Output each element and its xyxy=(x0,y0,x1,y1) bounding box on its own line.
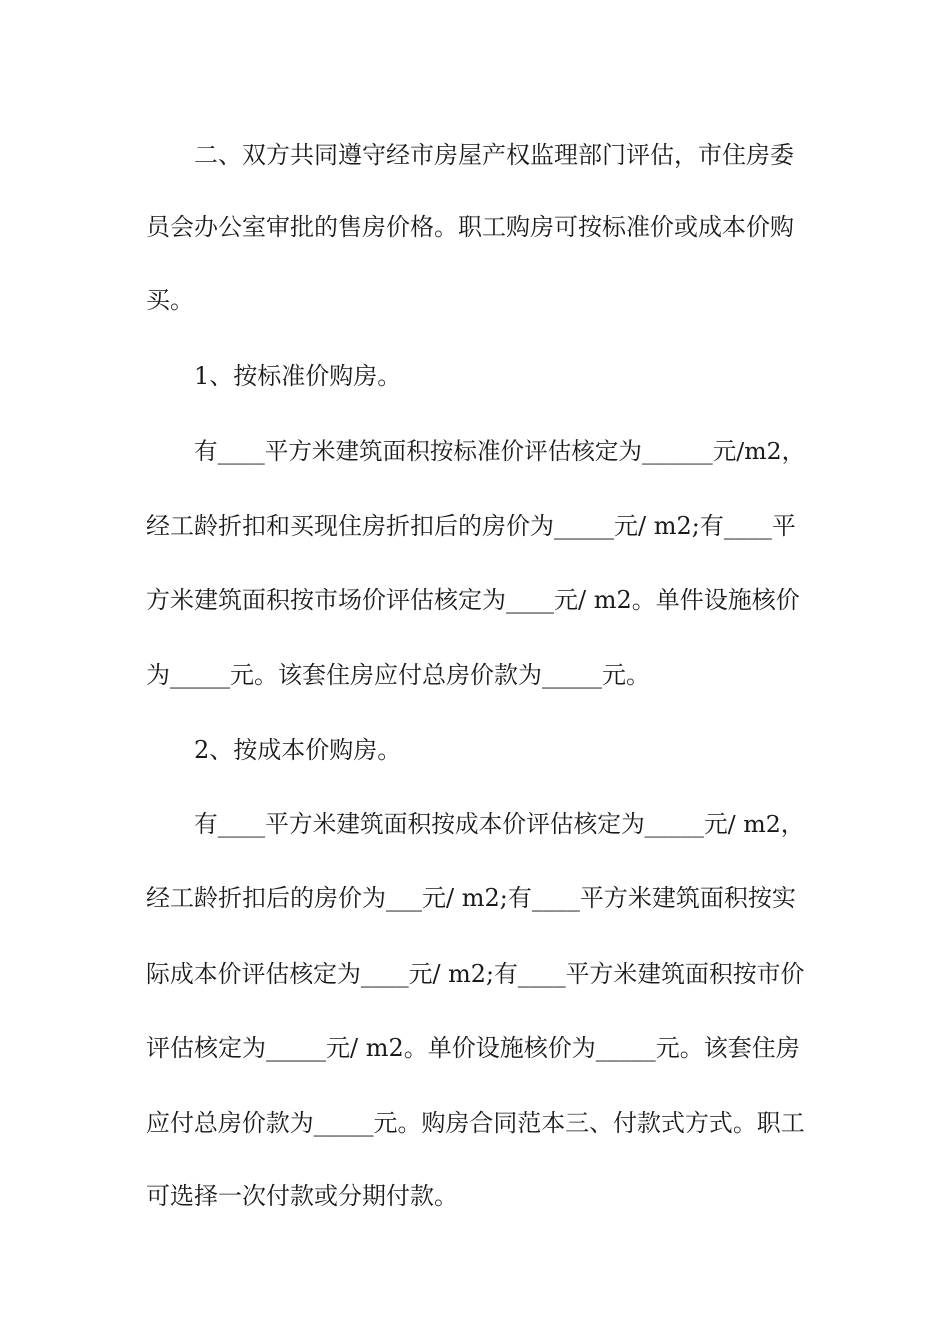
paragraph-line: 二、双方共同遵守经市房屋产权监理部门评估，市住房委 xyxy=(194,141,794,169)
section-heading: 1、按标准价购房。 xyxy=(194,362,402,390)
paragraph-line: 应付总房价款为_____元。购房合同范本三、付款式方式。职工 xyxy=(146,1109,805,1137)
paragraph-line: 有____平方米建筑面积按成本价评估核定为_____元/ m2， xyxy=(194,810,805,838)
paragraph-line: 买。 xyxy=(146,286,194,314)
paragraph-line: 经工龄折扣和买现住房折扣后的房价为_____元/ m2;有____平 xyxy=(146,512,796,540)
paragraph-line: 方米建筑面积按市场价评估核定为____元/ m2。单件设施核价 xyxy=(146,586,800,614)
paragraph-line: 为_____元。该套住房应付总房价款为_____元。 xyxy=(146,661,650,689)
paragraph-line: 际成本价评估核定为____元/ m2;有____平方米建筑面积按市价 xyxy=(146,960,805,988)
paragraph-line: 可选择一次付款或分期付款。 xyxy=(146,1182,458,1210)
paragraph-line: 员会办公室审批的售房价格。职工购房可按标准价或成本价购 xyxy=(146,213,794,241)
section-heading: 2、按成本价购房。 xyxy=(194,736,402,764)
paragraph-line: 评估核定为_____元/ m2。单价设施核价为_____元。该套住房 xyxy=(146,1034,800,1062)
paragraph-line: 有____平方米建筑面积按标准价评估核定为______元/m2， xyxy=(194,437,806,465)
paragraph-line: 经工龄折扣后的房价为___元/ m2;有____平方米建筑面积按实 xyxy=(146,884,796,912)
